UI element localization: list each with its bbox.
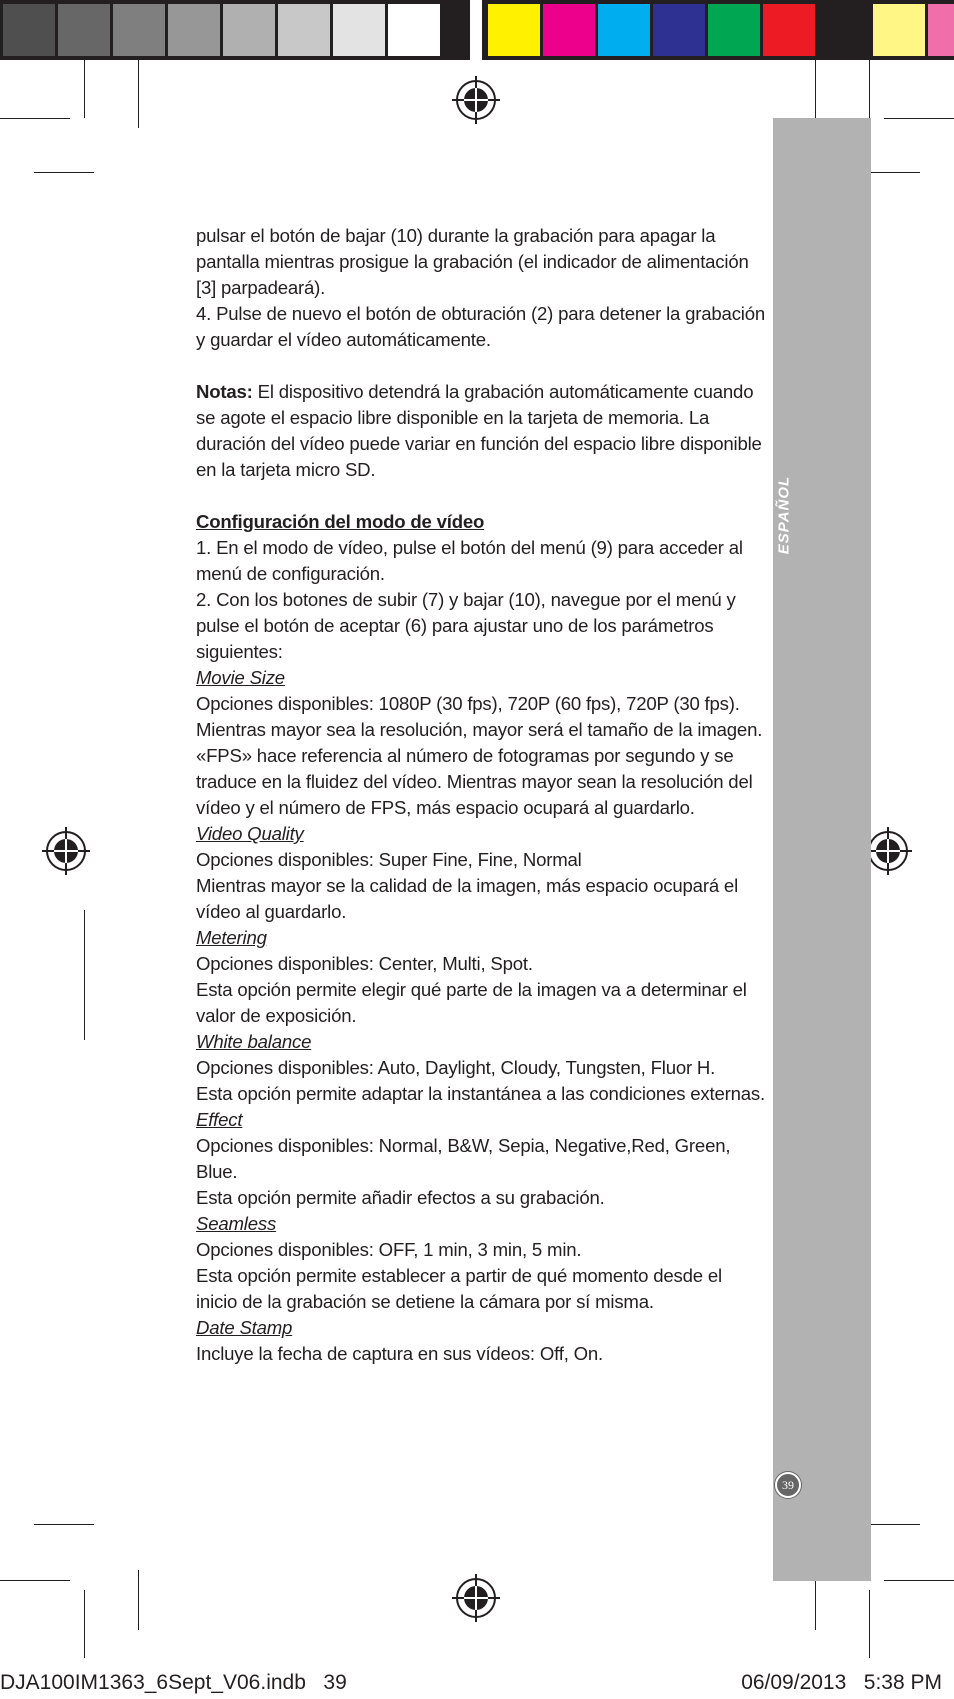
crop-mark [869,1590,870,1658]
step: 2. Con los botones de subir (7) y bajar (10), navegue por el menú y pulse el botón de aceptar (6) para ajustar uno de los parámetros siguientes: [196,589,736,662]
notes-label: Notas: [196,381,253,402]
color-swatch [708,4,760,56]
page-number-badge: 39 [775,1472,801,1498]
crop-mark [84,910,85,1040]
registration-mark-icon [42,827,90,875]
setting-description: Esta opción permite añadir efectos a su grabación. [196,1187,605,1208]
footer-file-slug: DJA100IM1363_6Sept_V06.indb 39 [0,1671,347,1694]
crop-mark [869,60,870,118]
setting-description: Esta opción permite establecer a partir de qué momento desde el inicio de la grabación se detiene la cámara por sí misma. [196,1265,722,1312]
crop-mark [138,60,139,128]
color-swatch [543,4,595,56]
document-body [196,223,766,1367]
setting-options: Opciones disponibles: Super Fine, Fine, Normal [196,849,582,870]
color-calibration-bar [0,0,954,60]
color-swatch [653,4,705,56]
gray-swatch [223,4,275,56]
setting-description: Esta opción permite adaptar la instantánea a las condiciones externas. [196,1083,765,1104]
setting-title-effect: Effect [196,1109,243,1130]
gray-swatch [3,4,55,56]
crop-mark [884,1580,954,1581]
setting-title-movie-size: Movie Size [196,667,285,688]
color-swatch [873,4,925,56]
color-swatch [928,4,954,56]
color-swatch [598,4,650,56]
setting-title-video-quality: Video Quality [196,823,304,844]
crop-mark [138,1570,139,1630]
section-heading: Configuración del modo de vídeo [196,511,485,532]
crop-mark [0,118,70,119]
gray-swatch [113,4,165,56]
setting-title-metering: Metering [196,927,267,948]
step: 1. En el modo de vídeo, pulse el botón del menú (9) para acceder al menú de configuración. [196,537,743,584]
setting-description: Esta opción permite elegir qué parte de la imagen va a determinar el valor de exposición. [196,979,747,1026]
gray-swatch [388,4,440,56]
setting-options: Opciones disponibles: Normal, B&W, Sepia, Negative,Red, Green, Blue. [196,1135,731,1182]
registration-mark-icon [864,827,912,875]
crop-mark [34,172,94,173]
setting-title-white-balance: White balance [196,1031,312,1052]
crop-mark [34,1524,94,1525]
paragraph: pulsar el botón de bajar (10) durante la grabación para apagar la pantalla mientras prosigue la grabación (el indicador de alimentación [3] parpadeará). [196,225,749,298]
registration-mark-icon [452,76,500,124]
footer-date-slug: 06/09/2013 5:38 PM [741,1671,942,1694]
paragraph: 4. Pulse de nuevo el botón de obturación (2) para detener la grabación y guardar el vídeo automáticamente. [196,303,766,350]
setting-description: Mientras mayor sea la resolución, mayor será el tamaño de la imagen. «FPS» hace referencia al número de fotogramas por segundo y se traduce en la fluidez del vídeo. Mientras mayor sean la resolución del vídeo y el número de FPS, más espacio ocupará al guardarlo. [196,719,763,818]
setting-title-seamless: Seamless [196,1213,277,1234]
setting-options: Opciones disponibles: Center, Multi, Spot. [196,953,533,974]
sidebar-language-label: ESPAÑOL [775,475,793,555]
setting-description: Mientras mayor se la calidad de la imagen, más espacio ocupará el vídeo al guardarlo. [196,875,738,922]
setting-description: Incluye la fecha de captura en sus vídeos: Off, On. [196,1343,604,1364]
color-swatch [763,4,815,56]
notes-paragraph [196,379,766,483]
setting-options: Opciones disponibles: OFF, 1 min, 3 min, 5 min. [196,1239,582,1260]
registration-mark-icon [452,1574,500,1622]
setting-title-date-stamp: Date Stamp [196,1317,293,1338]
notes-text: El dispositivo detendrá la grabación automáticamente cuando se agote el espacio libre disponible en la tarjeta de memoria. La duración del vídeo puede variar en función del espacio libre disponible en la tarjeta micro SD. [196,381,762,480]
color-swatch [818,4,870,56]
crop-mark [84,60,85,118]
setting-options: Opciones disponibles: Auto, Daylight, Cloudy, Tungsten, Fluor H. [196,1057,716,1078]
crop-mark [884,118,954,119]
crop-mark [84,1590,85,1658]
color-swatch [488,4,540,56]
gray-swatch [333,4,385,56]
gray-swatch [168,4,220,56]
gray-swatch [278,4,330,56]
gray-swatch [58,4,110,56]
crop-mark [0,1580,70,1581]
language-sidebar [773,118,871,1581]
setting-options: Opciones disponibles: 1080P (30 fps), 720P (60 fps), 720P (30 fps). [196,693,740,714]
